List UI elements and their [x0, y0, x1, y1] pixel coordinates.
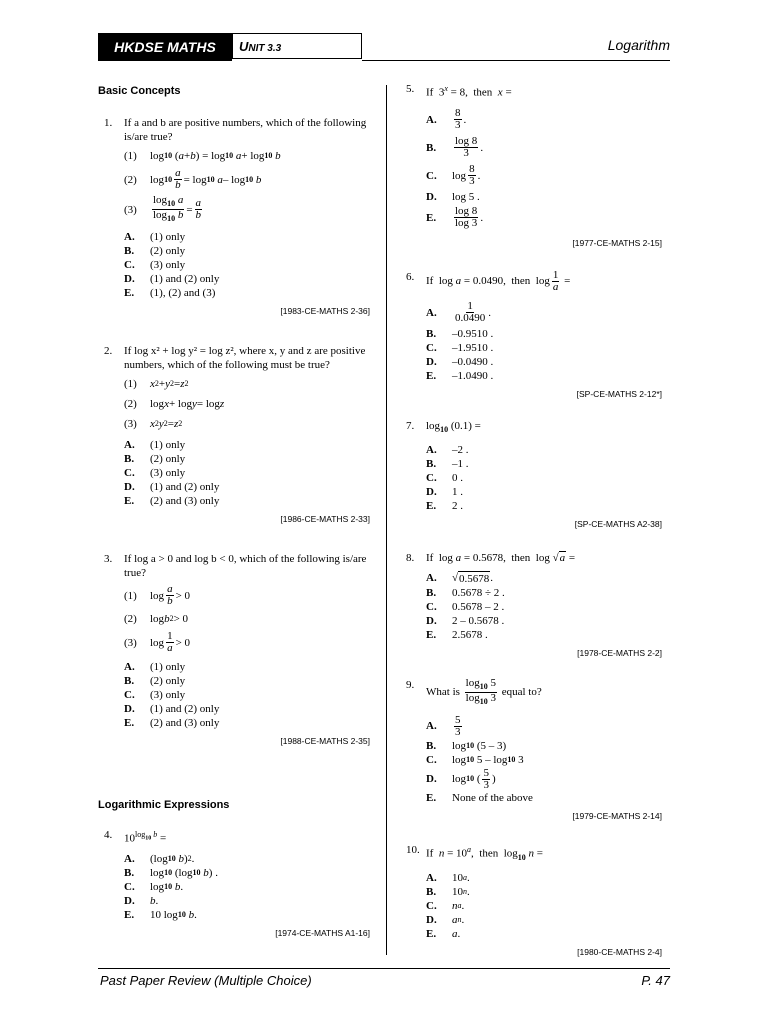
question-text: If log a > 0 and log b < 0, which of the following is/are true? [124, 553, 367, 580]
source-reference: [1980-CE-MATHS 2-4] [577, 947, 662, 958]
option-a: A. $\frac{5}{3}$ [426, 713, 461, 738]
option-e: E. None of the above [426, 792, 533, 805]
option-e: E. (1), (2) and (3) [124, 287, 216, 300]
column-divider [386, 85, 387, 955]
option-b: B. log 10 (5 – 3) [426, 740, 507, 753]
option-d: D. (1) and (2) only [124, 481, 220, 494]
question-number: 4. [104, 829, 113, 842]
question-number: 6. [406, 270, 415, 283]
question-number: 5. [406, 83, 415, 95]
question-1 [98, 116, 370, 318]
question-6 [400, 270, 662, 401]
option-c: C. log 10 b . [124, 881, 184, 894]
option-e: E. (2) and (3) only [124, 495, 220, 508]
question-7 [400, 419, 662, 531]
question-number: 1. [104, 117, 113, 129]
option-d: D. b . [124, 895, 159, 908]
option-c: C. (3) only [124, 689, 186, 702]
option-e: E. $\frac{\log 8}{\log 3}$ . [426, 205, 484, 230]
option-b: B. 10 n . [426, 886, 470, 899]
option-e: E. a . [426, 928, 461, 941]
question-5 [400, 82, 662, 250]
option-b: B. (2) only [124, 453, 186, 466]
section-heading-basic: Basic Concepts [98, 85, 181, 97]
options [426, 299, 662, 383]
section-heading-expressions: Logarithmic Expressions [98, 799, 230, 812]
question-number: 9. [406, 678, 415, 691]
option-d: D. 1 . [426, 485, 463, 498]
question-text: If a and b are positive numbers, which of the following is/are true? [124, 117, 367, 143]
option-c: C. n a . [426, 900, 465, 913]
statement-2: (2) log 10 $\frac{a}{b}$ = log 10 a – log 10 b [124, 167, 262, 191]
source-reference: [SP-CE-MATHS A2-38] [574, 518, 662, 529]
unit-label: UNIT 3.3 [232, 33, 362, 59]
option-b: B. $\frac{\log 8}{3}$ . [426, 135, 484, 160]
option-a: A. $\frac{8}{3}$ . [426, 107, 467, 132]
right-column [400, 80, 662, 959]
option-c: C. (3) only [124, 259, 186, 272]
statement-1: (1) x 2 + y 2 = z 2 [124, 378, 189, 391]
question-text: If $n = 10^a$, then $\log_{10} n$ = [426, 845, 544, 863]
topic-label: Logarithm [607, 37, 670, 53]
option-a: A. 10 a . [426, 872, 470, 885]
statement-2: (2) log b 2 > 0 [124, 613, 189, 626]
option-b: B. 0.5678 ÷ 2 . [426, 586, 505, 599]
question-3 [98, 552, 370, 748]
question-number: 10. [406, 844, 420, 857]
options [124, 438, 370, 508]
question-text: $\log_{10} (0.1)$ = [426, 419, 481, 434]
source-reference: [1974-CE-MATHS A1-16] [275, 928, 370, 939]
question-number: 7. [406, 419, 415, 432]
option-b: B. –1 . [426, 457, 469, 470]
statement-1: (1) log 10 ( a + b ) = log 10 a + log 10 b [124, 150, 281, 162]
option-a: A. $\frac{1}{0.0490}$ . [426, 300, 491, 325]
question-number: 8. [406, 551, 415, 564]
page-header [98, 33, 670, 63]
source-reference: [1978-CE-MATHS 2-2] [577, 647, 662, 658]
option-e: E. (2) and (3) only [124, 717, 220, 730]
option-d: D. log 5 . [426, 190, 480, 203]
option-e: E. –1.0490 . [426, 369, 494, 382]
options [426, 871, 662, 941]
option-e: E. 2.5678 . [426, 628, 488, 641]
statement-3: (3) x 2 y 2 = z 2 [124, 418, 183, 431]
source-reference: [SP-CE-MATHS 2-12*] [576, 388, 662, 399]
header-rule [362, 60, 670, 61]
statement-1: (1) log $\frac{a}{b}$ > 0 [124, 583, 191, 608]
option-b: B. log 10 (log 10 b ) . [124, 867, 218, 880]
footer-rule [98, 968, 670, 969]
option-a: A. (log 10 b ) 2 . [124, 853, 195, 866]
option-a: A. (1) only [124, 231, 186, 244]
option-a: A. –2 . [426, 443, 469, 456]
option-d: D. 2 – 0.5678 . [426, 614, 505, 627]
question-number: 2. [104, 345, 113, 358]
footer-title: Past Paper Review (Multiple Choice) [100, 973, 312, 988]
option-a: A. (1) only [124, 439, 186, 452]
option-c: C. –1.9510 . [426, 341, 494, 354]
option-c: C. 0.5678 – 2 . [426, 600, 505, 613]
options [124, 660, 370, 730]
question-2 [98, 344, 370, 526]
statement-2: (2) log x + log y = log z [124, 398, 225, 411]
subject-label: HKDSE MATHS [98, 33, 232, 61]
option-d: D. log 10 ( $\frac{5}{3}$ ) [426, 766, 496, 791]
options [124, 230, 370, 300]
options [426, 713, 662, 805]
question-text: What is $\frac{\log_{10} 5}{\log_{10} 3}$ equal to? [426, 676, 542, 707]
option-c: C. 0 . [426, 471, 463, 484]
option-d: D. –0.0490 . [426, 355, 494, 368]
option-c: C. (3) only [124, 467, 186, 480]
option-d: D. a n . [426, 914, 465, 927]
option-c: C. log 10 5 – log 10 3 [426, 754, 524, 767]
source-reference: [1977-CE-MATHS 2-15] [572, 237, 662, 248]
statement-3: (3) log $\frac{1}{a}$ > 0 [124, 630, 191, 655]
question-8 [400, 551, 662, 660]
option-b: B. –0.9510 . [426, 327, 494, 340]
question-number: 3. [104, 553, 113, 566]
question-text: If $3^x = 8$, then x = [426, 84, 512, 99]
option-e: E. 2 . [426, 499, 463, 512]
question-text: If log x² + log y² = log z², where x, y and z are positive numbers, which of the following must be true? [124, 345, 366, 372]
statement-3: (3) $\frac{\log_{10} a}{\log_{10} b}$ = $\frac{a}{b}$ [124, 194, 202, 224]
question-text: If log a = 0.0490, then log $\frac{1}{a}$ = [426, 268, 571, 293]
option-a: A. (1) only [124, 661, 186, 674]
page-number: P. 47 [641, 973, 670, 988]
option-d: D. (1) and (2) only [124, 273, 220, 286]
question-10 [400, 843, 662, 959]
option-d: D. (1) and (2) only [124, 703, 220, 716]
options [426, 571, 662, 642]
options [426, 106, 662, 232]
options [426, 443, 662, 513]
question-4 [98, 828, 370, 940]
question-9 [400, 678, 662, 823]
options [124, 852, 370, 922]
option-e: E. 10 log 10 b . [124, 909, 197, 922]
question-text: $10^{log_{10} b}$ = [124, 830, 167, 846]
option-c: C. log $\frac{8}{3}$ . [426, 163, 481, 188]
option-a: A. √ 0.5678 . [426, 572, 494, 585]
source-reference: [1979-CE-MATHS 2-14] [572, 811, 662, 822]
source-reference: [1988-CE-MATHS 2-35] [280, 736, 370, 747]
source-reference: [1986-CE-MATHS 2-33] [280, 514, 370, 525]
question-text: If log a = 0.5678, then log √a = [426, 551, 576, 564]
option-b: B. (2) only [124, 675, 186, 688]
option-b: B. (2) only [124, 245, 186, 258]
left-column [98, 80, 370, 940]
source-reference: [1983-CE-MATHS 2-36] [280, 306, 370, 317]
